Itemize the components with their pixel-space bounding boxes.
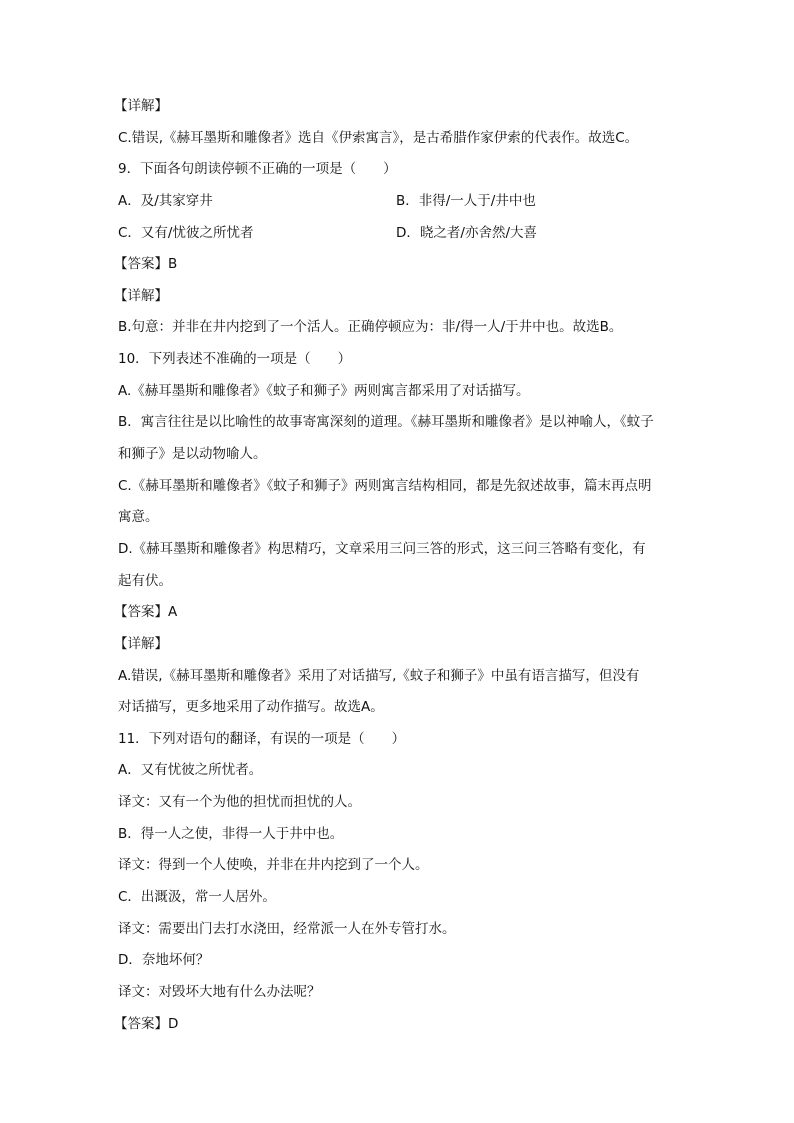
explanation-text: B.句意：并非在井内挖到了一个活人。正确停顿应为：非/得一人/于井中也。故选B。 xyxy=(118,319,623,336)
option-d: D．奈地坏何？ xyxy=(118,952,210,969)
option-a-translation: 译文：又有一个为他的担忧而担忧的人。 xyxy=(118,794,361,811)
option-c: C.《赫耳墨斯和雕像者》《蚊子和狮子》两则寓言结构相同，都是先叙述故事，篇末再点明 xyxy=(118,477,652,494)
options-row xyxy=(118,186,678,218)
option-c-cont: 寓意。 xyxy=(118,509,159,526)
option-a: A．及/其家穿井 xyxy=(118,192,213,209)
option-c-translation: 译文：需要出门去打水浇田，经常派一人在外专管打水。 xyxy=(118,920,456,937)
option-a: A．又有忧彼之所忧者。 xyxy=(118,762,263,779)
option-b-cont: 和狮子》是以动物喻人。 xyxy=(118,446,267,463)
question-10: 10．下列表述不准确的一项是（ ） xyxy=(118,351,352,368)
option-d-cont: 起有伏。 xyxy=(118,572,172,589)
document-page xyxy=(114,91,678,1040)
option-b: B．得一人之使，非得一人于井中也。 xyxy=(118,825,344,842)
option-c: C．又有/忧彼之所忧者 xyxy=(118,224,254,241)
answer-10: 【答案】A xyxy=(114,604,178,621)
answer-9: 【答案】B xyxy=(114,256,178,273)
option-d: D.《赫耳墨斯和雕像者》构思精巧，文章采用三问三答的形式，这三问三答略有变化，有 xyxy=(118,540,646,557)
explanation-text: C.错误,《赫耳墨斯和雕像者》选自《伊索寓言》，是古希腊作家伊索的代表作。故选C。 xyxy=(118,129,639,146)
option-b: B．非得/一人于/井中也 xyxy=(396,192,536,209)
question-11: 11．下列对语句的翻译，有误的一项是（ ） xyxy=(118,730,406,747)
question-9: 9．下面各句朗读停顿不正确的一项是（ ） xyxy=(118,161,397,178)
option-d: D．晓之者/亦舍然/大喜 xyxy=(396,224,537,241)
option-c: C．出溉汲，常一人居外。 xyxy=(118,889,276,906)
option-a: A.《赫耳墨斯和雕像者》《蚊子和狮子》两则寓言都采用了对话描写。 xyxy=(118,382,530,399)
option-b: B．寓言往往是以比喻性的故事寄寓深刻的道理。《赫耳墨斯和雕像者》是以神喻人，《蚊子 xyxy=(118,414,654,431)
detail-heading: 【详解】 xyxy=(114,635,168,652)
option-b-translation: 译文：得到一个人使唤，并非在井内挖到了一个人。 xyxy=(118,857,429,874)
detail-heading: 【详解】 xyxy=(114,98,168,114)
explanation-text-cont: 对话描写，更多地采用了动作描写。故选A。 xyxy=(118,699,384,716)
option-d-translation: 译文：对毁坏大地有什么办法呢？ xyxy=(118,983,321,1000)
explanation-text: A.错误,《赫耳墨斯和雕像者》采用了对话描写,《蚊子和狮子》中虽有语言描写，但没有 xyxy=(118,667,640,684)
detail-heading: 【详解】 xyxy=(114,287,168,304)
answer-11: 【答案】D xyxy=(114,1015,179,1032)
options-row xyxy=(118,218,678,250)
